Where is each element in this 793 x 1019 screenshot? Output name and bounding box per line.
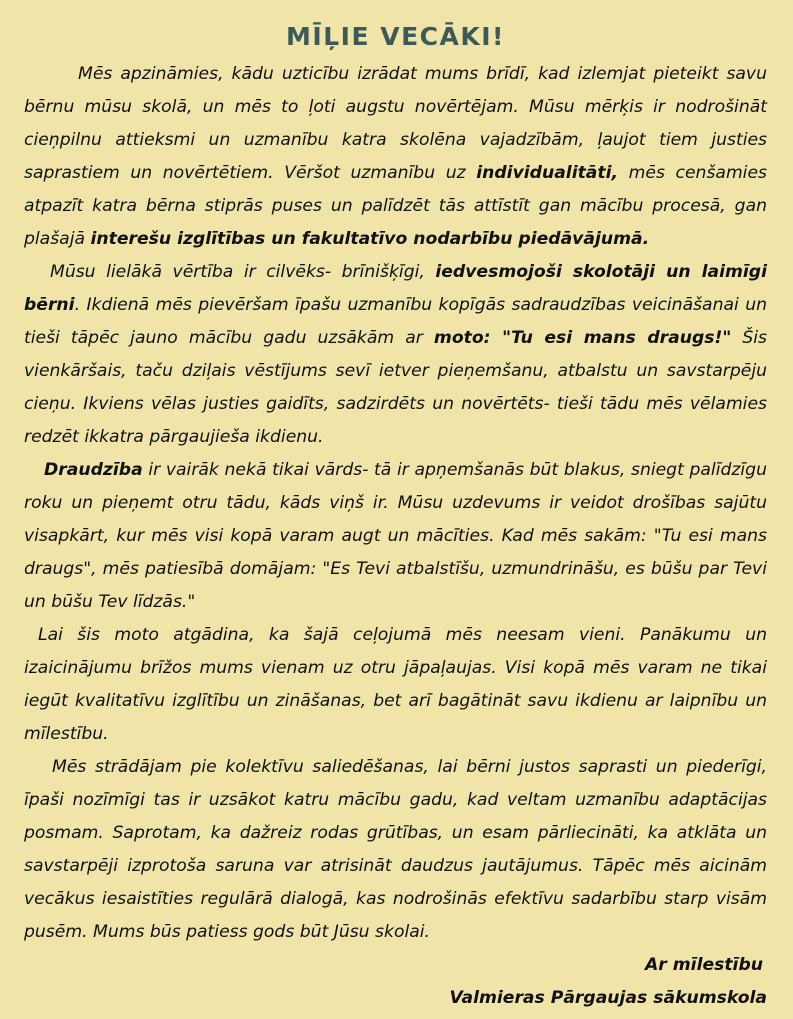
paragraph-2-bold-motto: moto: "Tu esi mans draugs!"	[433, 328, 732, 348]
letter-title: MĪĻIE VECĀKI!	[286, 22, 505, 51]
paragraph-3-bold-friendship: Draudzība	[44, 460, 143, 480]
paragraph-2	[24, 256, 767, 454]
paragraph-1-text: Mēs apzināmies, kādu uzticību izrādat mums brīdī, kad izlemjat pieteikt savu bērnu mūsu skolā, un mēs to ļoti augstu novērtējam. Mūsu mērķis ir nodrošināt cieņpilnu attieksmi un uzmanību katra skolēna vajadzībām, ļaujot tiem justies saprastiem un novērtētiem. Vēršot uzmanību uz	[24, 64, 767, 183]
paragraph-5-text: Mēs strādājam pie kolektīvu saliedēšanas, lai bērni justos saprasti un piederīgi, īpaši nozīmīgi tas ir uzsākot katru mācību gadu, kad veltam uzmanību adaptācijas posmam. Saprotam, ka dažreiz rodas grūtības, un esam pārliecināti, ka atklāta un savstarpēji izprotoša saruna var atrisināt daudzus jautājumus. Tāpēc mēs aicinām vecākus iesaistīties regulārā dialogā, kas nodrošinās efektīvu sadarbību starp visām pusēm. Mums būs patiess gods būt Jūsu skolai.	[24, 757, 767, 942]
paragraph-1-text-2: mēs cenšamies atpazīt katra bērna stiprās puses un palīdzēt tās attīstīt gan mācību procesā, gan plašajā	[24, 163, 767, 249]
paragraph-5	[24, 751, 767, 949]
paragraph-1-bold-individuality: individualitāti,	[476, 163, 619, 183]
paragraph-1	[24, 58, 767, 256]
paragraph-2-text: Mūsu lielākā vērtība ir cilvēks- brīnišķīgi,	[50, 262, 436, 282]
paragraph-1-bold-offer: interešu izglītības un fakultatīvo nodarbību piedāvājumā.	[90, 229, 650, 249]
paragraph-4-text: Lai šis moto atgādina, ka šajā ceļojumā mēs neesam vieni. Panākumu un izaicinājumu brīžos mums vienam uz otru jāpaļaujas. Visi kopā mēs varam ne tikai iegūt kvalitatīvu izglītību un zināšanas, bet arī bagātināt savu ikdienu ar laipnību un mīlestību.	[24, 625, 767, 744]
paragraph-3-text: ir vairāk nekā tikai vārds- tā ir apņemšanās būt blakus, sniegt palīdzīgu roku un pieņemt otru tādu, kāds viņš ir. Mūsu uzdevums ir veidot drošības sajūtu visapkārt, kur mēs visi kopā varam augt un mācīties. Kad mēs sakām: "Tu esi mans draugs", mēs patiesībā domājam: "Es Tevi atbalstīšu, uzmundrināšu, es būšu par Tevi un būšu Tev līdzās."	[24, 460, 767, 612]
paragraph-4	[24, 619, 767, 751]
letter-body	[24, 58, 767, 949]
paragraph-2-text-3: Šis vienkāršais, taču dziļais vēstījums sevī ietver pieņemšanu, atbalstu un savstarpēju cieņu. Ikviens vēlas justies gaidīts, sadzirdēts un novērtēts- tieši tādu mēs vēlamies redzēt ikkatra pārgaujieša ikdienu.	[24, 328, 767, 447]
signature-closing: Ar mīlestību	[645, 955, 763, 975]
signature-school: Valmieras Pārgaujas sākumskola	[449, 988, 767, 1008]
paragraph-3	[24, 454, 767, 619]
paragraph-2-bold-teachers: iedvesmojoši skolotāji un laimīgi bērni	[24, 262, 767, 315]
paragraph-2-text-2: . Ikdienā mēs pievēršam īpašu uzmanību kopīgās sadraudzības veicināšanai un tieši tāpēc jauno mācību gadu uzsākām ar	[24, 295, 767, 348]
